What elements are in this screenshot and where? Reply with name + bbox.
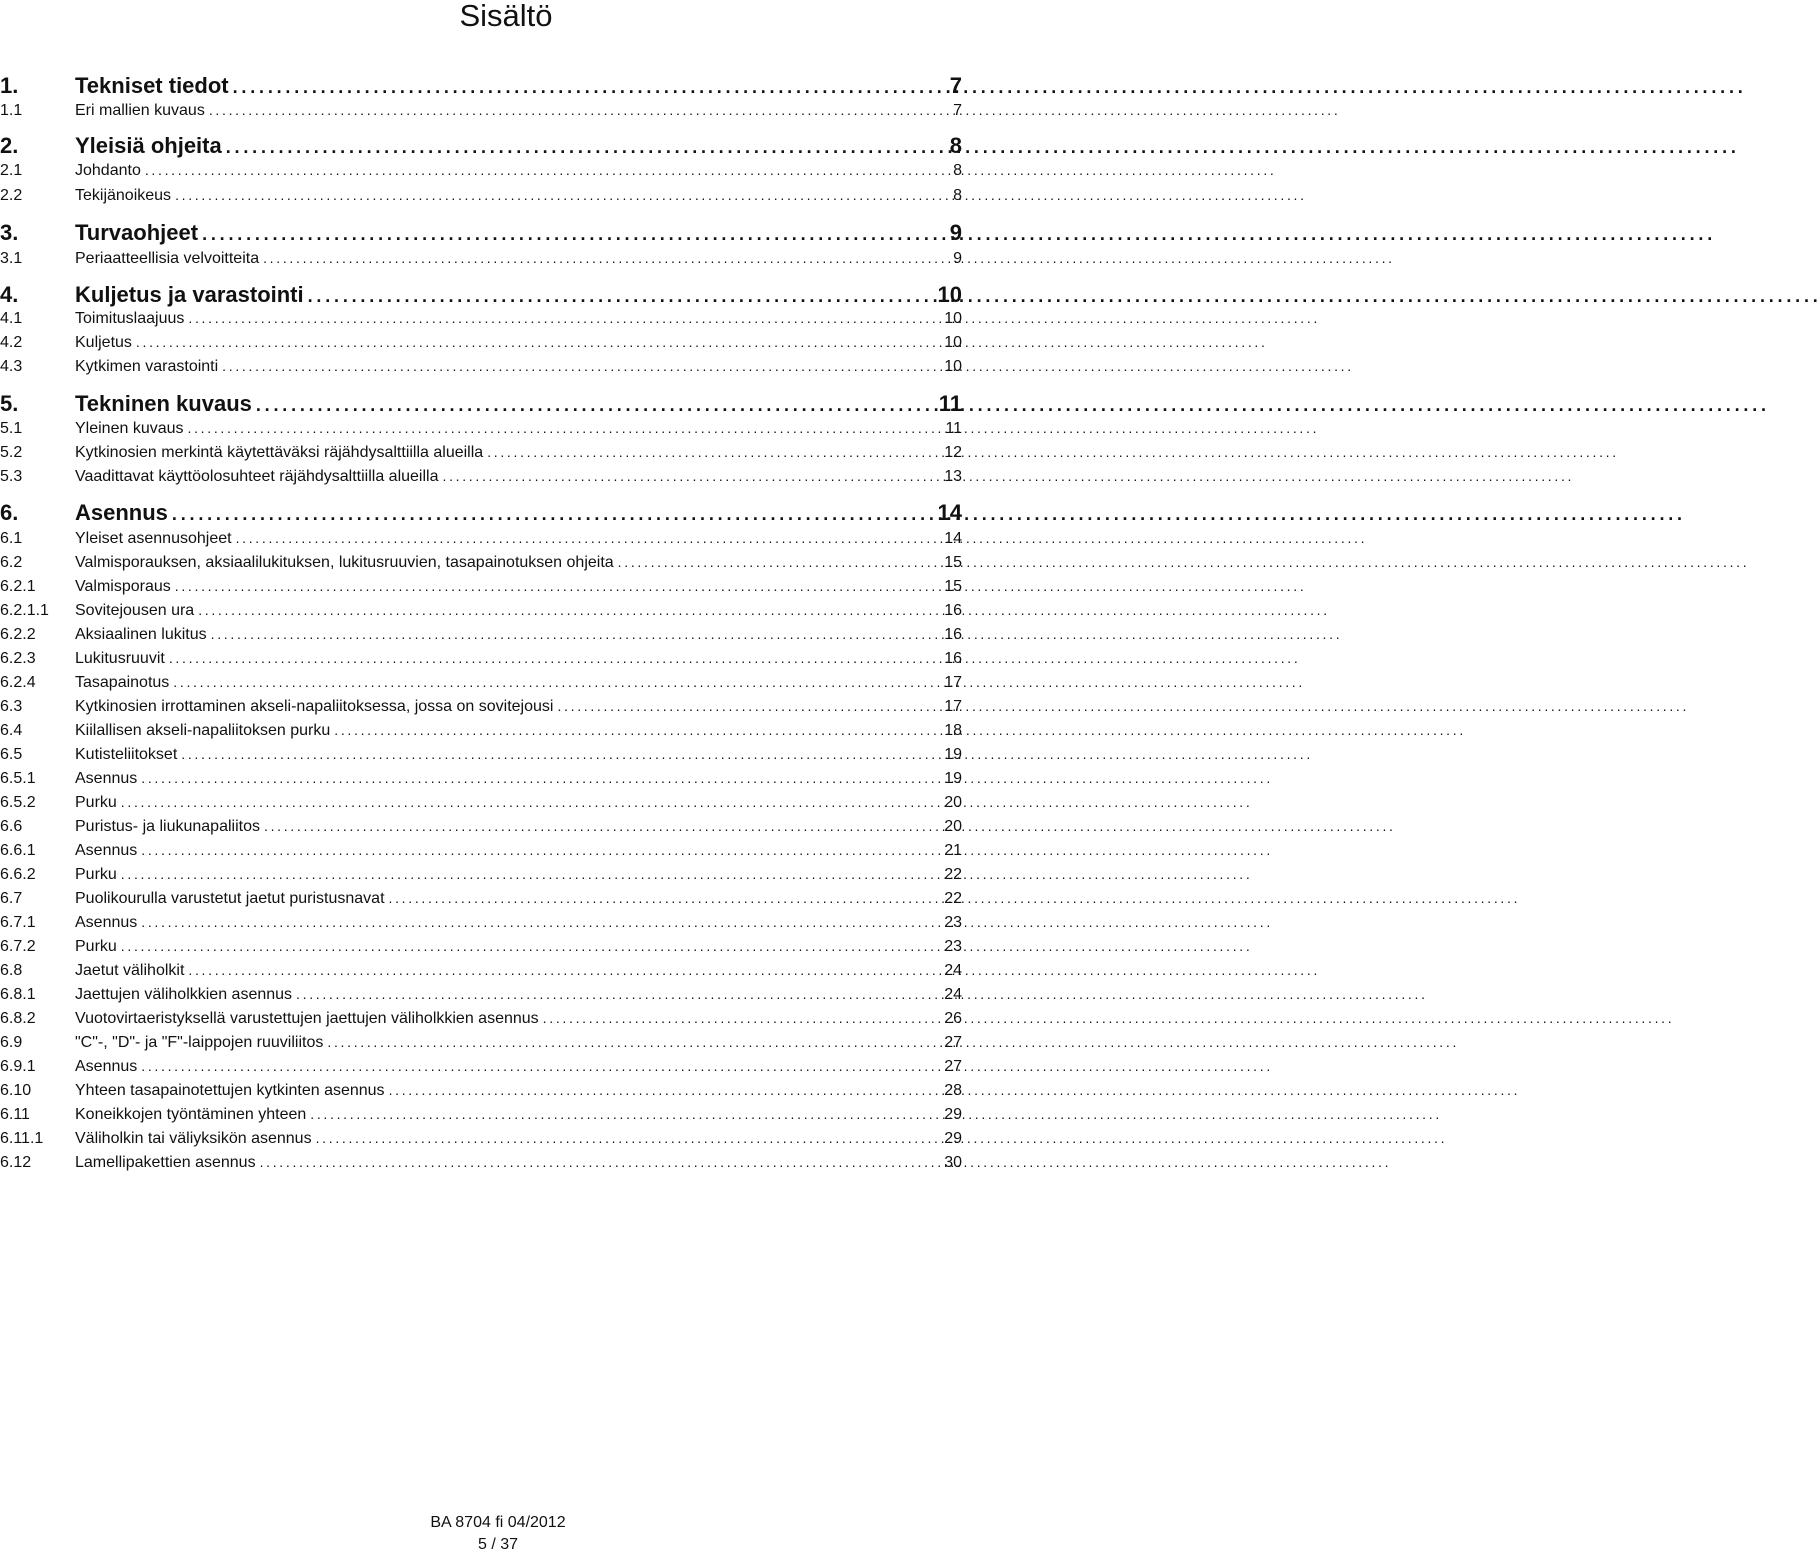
toc-entry-title: Puristus- ja liukunapaliitos [75,818,260,835]
toc-entry-title: Purku [75,938,117,955]
dot-leader [172,504,898,525]
toc-entry-page-number: 27 [944,1034,962,1051]
toc-entry-page-number: 20 [944,818,962,835]
toc-entry-number: 6.6 [0,818,23,835]
toc-entry-title: Sovitejousen ura [75,602,195,619]
toc-entry-page-number: 19 [944,770,962,787]
toc-entry-number: 6.2.3 [0,650,36,667]
toc-entry-title: Turvaohjeet [75,220,199,245]
toc-section-entry[interactable] [0,1010,962,1034]
toc-section-entry[interactable] [0,698,962,722]
toc-entry-title: Eri mallien kuvaus [75,102,205,119]
toc-entry-page-number: 15 [944,578,962,595]
toc-entry-page-number: 13 [944,468,962,485]
toc-entry-title: Vuotovirtaeristyksellä varustettujen jaettujen väliholkkien asennus [75,1010,539,1027]
toc-entry-number: 3. [0,220,19,245]
toc-entry-title: Vaadittavat käyttöolosuhteet räjähdysalttiilla alueilla [75,468,439,485]
toc-entry-page-number: 10 [944,334,962,351]
toc-entry-page-number: 27 [944,1058,962,1075]
toc-entry-title: Yleiset asennusohjeet [75,530,232,547]
dot-leader [188,310,898,326]
toc-entry-page-number: 28 [944,1082,962,1099]
toc-entry-title: Tasapainotus [75,674,170,691]
toc-entry-page-number: 15 [944,554,962,571]
dot-leader [181,746,898,762]
toc-entry-title: Toimituslaajuus [75,310,185,327]
toc-entry-title: Kytkinosien irrottaminen akseli-napaliitoksessa, jossa on sovitejousi [75,698,554,715]
toc-entry-number: 6.5.2 [0,794,36,811]
toc-entry-title: Yhteen tasapainotettujen kytkinten asennus [75,1082,385,1099]
toc-entry-number: 4.3 [0,358,23,375]
toc-entry-page-number: 22 [944,890,962,907]
toc-entry-page-number: 26 [944,1010,962,1027]
dot-leader [175,187,898,203]
toc-entry-page-number: 18 [944,722,962,739]
toc-entry-page-number: 8 [953,187,962,204]
toc-entry-page-number: 23 [944,914,962,931]
dot-leader [618,554,898,570]
dot-leader [222,358,898,374]
toc-entry-number: 4. [0,282,19,307]
dot-leader [256,395,898,416]
toc-entry-number: 6.9.1 [0,1058,36,1075]
toc-entry-page-number: 9 [953,250,962,267]
toc-entry-title: Asennus [75,770,138,787]
toc-entry-title: Lamellipakettien asennus [75,1154,256,1171]
dot-leader [121,938,898,954]
toc-section-entry[interactable] [0,818,962,842]
toc-entry-number: 6.4 [0,722,23,739]
toc-entry-title: Yleisiä ohjeita [75,133,222,158]
toc-section-entry[interactable] [0,842,962,866]
toc-entry-page-number: 20 [944,794,962,811]
toc-entry-number: 6.2 [0,554,23,571]
dot-leader [310,1106,898,1122]
toc-section-entry[interactable] [0,1082,962,1106]
toc-entry-number: 3.1 [0,250,23,267]
toc-entry-page-number: 29 [944,1106,962,1123]
toc-entry-page-number: 29 [944,1130,962,1147]
toc-chapter-entry[interactable] [0,282,962,312]
toc-entry-title: Periaatteellisia velvoitteita [75,250,260,267]
toc-entry-number: 6. [0,500,19,525]
toc-entry-number: 6.2.2 [0,626,36,643]
toc-entry-title: Asennus [75,1058,138,1075]
toc-section-entry[interactable] [0,358,962,382]
toc-entry-page-number: 17 [944,698,962,715]
dot-leader [188,420,898,436]
toc-entry-title: Kytkimen varastointi [75,358,219,375]
toc-section-entry[interactable] [0,626,962,650]
toc-entry-number: 1. [0,73,19,98]
toc-entry-title: Kiilallisen akseli-napaliitoksen purku [75,722,331,739]
toc-section-entry[interactable] [0,650,962,674]
dot-leader [211,626,898,642]
dot-leader [389,890,898,906]
toc-entry-number: 6.8 [0,962,23,979]
toc-section-entry[interactable] [0,602,962,626]
toc-entry-number: 2. [0,133,19,158]
toc-entry-number: 6.5.1 [0,770,36,787]
toc-section-entry[interactable] [0,1034,962,1058]
toc-entry-title: Yleinen kuvaus [75,420,184,437]
toc-entry-page-number: 8 [953,162,962,179]
toc-entry-number: 6.3 [0,698,23,715]
toc-section-entry[interactable] [0,722,962,746]
dot-leader [327,1034,898,1050]
dot-leader [141,842,898,858]
toc-section-entry[interactable] [0,938,962,962]
toc-section-entry[interactable] [0,1130,962,1154]
dot-leader [308,286,898,307]
dot-leader [264,818,898,834]
toc-entry-page-number: 10 [937,282,962,307]
page-title: Sisältö [459,0,553,33]
toc-entry-number: 4.2 [0,334,23,351]
toc-section-entry[interactable] [0,986,962,1010]
toc-entry-number: 6.8.1 [0,986,36,1003]
toc-section-entry[interactable] [0,1058,962,1082]
toc-entry-number: 6.2.4 [0,674,36,691]
toc-section-entry[interactable] [0,746,962,770]
toc-section-entry[interactable] [0,554,962,578]
toc-entry-number: 5. [0,391,19,416]
toc-entry-title: Koneikkojen työntäminen yhteen [75,1106,307,1123]
toc-entry-number: 6.2.1 [0,578,36,595]
toc-entry-number: 6.9 [0,1034,23,1051]
toc-entry-number: 6.7.2 [0,938,36,955]
toc-entry-title: Aksiaalinen lukitus [75,626,207,643]
dot-leader [389,1082,898,1098]
toc-entry-page-number: 8 [949,133,962,158]
dot-leader [141,770,898,786]
toc-section-entry[interactable] [0,102,962,126]
toc-entry-title: Johdanto [75,162,141,179]
dot-leader [121,866,898,882]
toc-entry-title: Asennus [75,842,138,859]
toc-entry-page-number: 19 [944,746,962,763]
toc-entry-title: Purku [75,866,117,883]
toc-entry-page-number: 14 [944,530,962,547]
toc-entry-page-number: 14 [937,500,962,525]
toc-entry-number: 1.1 [0,102,23,119]
toc-entry-title: Tekninen kuvaus [75,391,252,416]
toc-chapter-entry[interactable] [0,133,962,163]
dot-leader [175,578,898,594]
toc-entry-number: 6.11.1 [0,1130,44,1147]
toc-entry-title: Purku [75,794,117,811]
toc-entry-page-number: 30 [944,1154,962,1171]
toc-entry-page-number: 24 [944,962,962,979]
dot-leader [233,77,898,98]
dot-leader [487,444,898,460]
toc-chapter-entry[interactable] [0,73,962,103]
dot-leader [316,1130,898,1146]
toc-entry-number: 6.10 [0,1082,32,1099]
toc-section-entry[interactable] [0,674,962,698]
toc-entry-page-number: 22 [944,866,962,883]
toc-entry-number: 4.1 [0,310,23,327]
toc-entry-page-number: 11 [938,391,962,416]
toc-section-entry[interactable] [0,1154,962,1178]
toc-section-entry[interactable] [0,187,962,211]
toc-entry-number: 6.7.1 [0,914,36,931]
toc-entry-title: Jaetut väliholkit [75,962,185,979]
toc-entry-title: Asennus [75,914,138,931]
dot-leader [145,162,898,178]
toc-section-entry[interactable] [0,420,962,444]
toc-entry-title: Asennus [75,500,168,525]
toc-entry-page-number: 16 [944,650,962,667]
toc-chapter-entry[interactable] [0,500,962,530]
toc-section-entry[interactable] [0,444,962,468]
toc-entry-number: 6.2.1.1 [0,602,49,619]
dot-leader [209,102,898,118]
toc-entry-page-number: 12 [944,444,962,461]
dot-leader [173,674,898,690]
toc-entry-number: 6.5 [0,746,23,763]
dot-leader [236,530,898,546]
toc-entry-number: 6.6.2 [0,866,36,883]
toc-chapter-entry[interactable] [0,391,962,421]
toc-section-entry[interactable] [0,578,962,602]
toc-section-entry[interactable] [0,770,962,794]
page-indicator: 5 / 37 [477,1536,519,1553]
dot-leader [260,1154,898,1170]
toc-entry-number: 2.1 [0,162,23,179]
toc-entry-number: 6.1 [0,530,23,547]
toc-section-entry[interactable] [0,310,962,334]
toc-entry-number: 5.2 [0,444,23,461]
toc-entry-title: Kuljetus [75,334,132,351]
toc-section-entry[interactable] [0,334,962,358]
toc-section-entry[interactable] [0,530,962,554]
toc-entry-page-number: 21 [944,842,962,859]
toc-entry-number: 6.7 [0,890,23,907]
toc-entry-number: 5.3 [0,468,23,485]
toc-entry-title: Puolikourulla varustetut jaetut puristusnavat [75,890,385,907]
toc-entry-title: Väliholkin tai väliyksikön asennus [75,1130,312,1147]
dot-leader [169,650,898,666]
toc-entry-title: Kytkinosien merkintä käytettäväksi räjähdysalttiilla alueilla [75,444,484,461]
toc-entry-number: 2.2 [0,187,23,204]
toc-entry-page-number: 10 [944,310,962,327]
toc-entry-page-number: 17 [944,674,962,691]
toc-entry-title: "C"-, "D"- ja "F"-laippojen ruuviliitos [75,1034,324,1051]
toc-section-entry[interactable] [0,250,962,274]
toc-section-entry[interactable] [0,890,962,914]
toc-section-entry[interactable] [0,866,962,890]
toc-entry-title: Jaettujen väliholkkien asennus [75,986,293,1003]
dot-leader [557,698,898,714]
toc-entry-title: Kuljetus ja varastointi [75,282,304,307]
toc-entry-page-number: 9 [949,220,962,245]
toc-entry-number: 5.1 [0,420,23,437]
dot-leader [188,962,898,978]
toc-entry-title: Lukitusruuvit [75,650,165,667]
dot-leader [543,1010,898,1026]
toc-entry-page-number: 16 [944,626,962,643]
toc-section-entry[interactable] [0,162,962,186]
toc-entry-page-number: 7 [949,73,962,98]
toc-entry-title: Valmisporauksen, aksiaalilukituksen, lukitusruuvien, tasapainotuksen ohjeita [75,554,614,571]
document-id: BA 8704 fi 04/2012 [430,1514,566,1531]
dot-leader [442,468,898,484]
toc-entry-number: 6.8.2 [0,1010,36,1027]
toc-entry-page-number: 24 [944,986,962,1003]
dot-leader [226,137,898,158]
toc-entry-page-number: 16 [944,602,962,619]
dot-leader [263,250,898,266]
dot-leader [334,722,898,738]
dot-leader [202,224,898,245]
toc-chapter-entry[interactable] [0,220,962,250]
toc-entry-number: 6.12 [0,1154,32,1171]
dot-leader [121,794,898,810]
toc-section-entry[interactable] [0,1106,962,1130]
toc-entry-title: Tekijänoikeus [75,187,172,204]
toc-entry-title: Valmisporaus [75,578,171,595]
toc-entry-title: Tekniset tiedot [75,73,229,98]
dot-leader [141,1058,898,1074]
toc-entry-title: Kutisteliitokset [75,746,178,763]
toc-section-entry[interactable] [0,468,962,492]
dot-leader [296,986,898,1002]
toc-section-entry[interactable] [0,794,962,818]
toc-entry-page-number: 7 [953,102,962,119]
toc-entry-page-number: 11 [945,420,962,437]
toc-section-entry[interactable] [0,914,962,938]
toc-entry-number: 6.11 [0,1106,30,1123]
dot-leader [198,602,898,618]
toc-entry-number: 6.6.1 [0,842,36,859]
toc-section-entry[interactable] [0,962,962,986]
toc-entry-page-number: 10 [944,358,962,375]
toc-entry-page-number: 23 [944,938,962,955]
dot-leader [141,914,898,930]
dot-leader [136,334,898,350]
